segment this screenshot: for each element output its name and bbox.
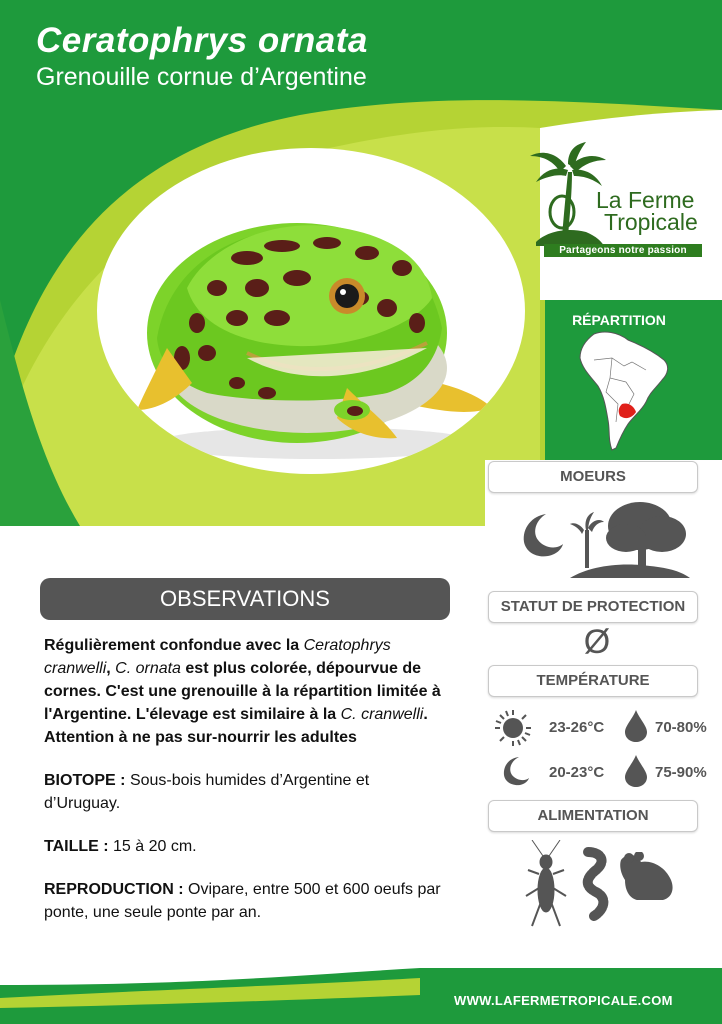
biotope-value: Sous-bois humides d’Argentine et d’Uruguay. bbox=[44, 772, 370, 812]
biotope-label: BIOTOPE : bbox=[44, 772, 126, 789]
frog-illustration bbox=[97, 148, 525, 474]
night-humidity: 75-90% bbox=[655, 764, 707, 781]
intro-text-1: Régulièrement confondue avec la bbox=[44, 637, 304, 654]
worm-icon bbox=[578, 846, 610, 922]
intro-paragraph bbox=[44, 634, 444, 749]
cricket-icon bbox=[524, 840, 568, 928]
logo-line2: Tropicale bbox=[604, 209, 698, 235]
biotope-paragraph bbox=[44, 769, 444, 815]
repartition-label: RÉPARTITION bbox=[572, 312, 666, 328]
taille-label: TAILLE : bbox=[44, 838, 109, 855]
scientific-name: Ceratophrys ornata bbox=[36, 21, 368, 60]
frog-photo bbox=[97, 148, 525, 474]
title-block bbox=[36, 20, 368, 92]
intro-species-1: Ceratophrys cranwelli bbox=[44, 637, 391, 677]
intro-text-4: . Attention à ne pas sur-nourrir les adultes bbox=[44, 706, 428, 746]
water-drop-icon bbox=[625, 710, 647, 742]
reproduction-value: Ovipare, entre 500 et 600 oeufs par ponte, une seule ponte par an. bbox=[44, 881, 441, 921]
south-america-map-icon bbox=[572, 330, 672, 452]
observations-body bbox=[44, 634, 444, 944]
taille-value: 15 à 20 cm. bbox=[108, 838, 197, 855]
moon-icon bbox=[518, 512, 564, 558]
reproduction-paragraph bbox=[44, 878, 444, 924]
night-water-drop-icon bbox=[625, 755, 647, 787]
alimentation-label: ALIMENTATION bbox=[488, 800, 698, 832]
mouse-icon bbox=[617, 852, 677, 902]
night-temperature: 20-23°C bbox=[549, 764, 605, 781]
moeurs-label: MOEURS bbox=[488, 461, 698, 493]
intro-species-3: C. cranwelli bbox=[340, 706, 424, 723]
night-moon-icon bbox=[501, 756, 529, 786]
intro-species-2: C. ornata bbox=[115, 660, 181, 677]
statut-protection-label: STATUT DE PROTECTION bbox=[488, 591, 698, 623]
logo-line1: La Ferme bbox=[596, 187, 695, 213]
website-link[interactable]: WWW.LAFERMETROPICALE.COM bbox=[454, 993, 673, 1008]
day-humidity: 70-80% bbox=[655, 719, 707, 736]
common-name: Grenouille cornue d’Argentine bbox=[36, 63, 367, 91]
sun-icon bbox=[493, 708, 533, 748]
reproduction-label: REPRODUCTION : bbox=[44, 881, 184, 898]
taille-paragraph bbox=[44, 835, 444, 858]
empty-set-icon: Ø bbox=[583, 623, 611, 661]
intro-text-3: est plus colorée, dépourvue de cornes. C'est une grenouille à la répartition limitée à l'Argentine. L'élevage est similaire à la bbox=[44, 660, 441, 723]
forest-icon bbox=[570, 496, 690, 578]
intro-text-2: , bbox=[106, 660, 116, 677]
logo-tagline: Partageons notre passion bbox=[544, 244, 702, 257]
day-temperature: 23-26°C bbox=[549, 719, 605, 736]
observations-heading: OBSERVATIONS bbox=[40, 578, 450, 620]
temperature-label: TEMPÉRATURE bbox=[488, 665, 698, 697]
